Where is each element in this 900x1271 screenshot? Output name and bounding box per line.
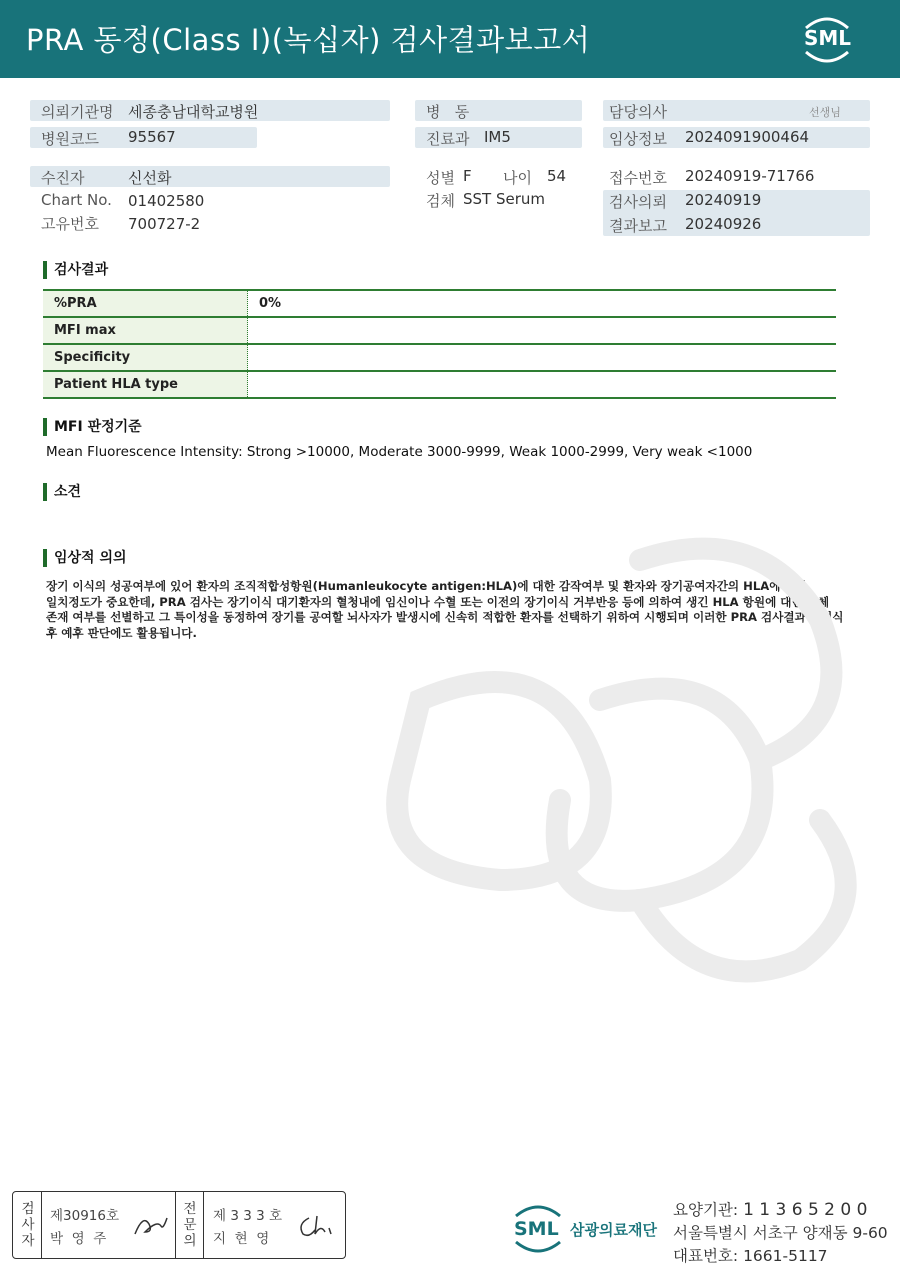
table-row xyxy=(43,372,836,399)
specimen-label: 검체 xyxy=(426,192,455,210)
divider xyxy=(41,1192,42,1258)
department-label: 진료과 xyxy=(426,130,470,148)
examiner-name: 박 영 주 xyxy=(50,1231,107,1247)
table-row xyxy=(43,345,836,372)
age-label: 나이 xyxy=(503,169,532,187)
mfi-section-title: MFI 판정기준 xyxy=(43,418,142,436)
signature-box xyxy=(12,1191,346,1259)
specialist-signature-icon xyxy=(295,1210,335,1240)
result-key: Specificity xyxy=(43,345,248,370)
footer-phone xyxy=(673,1244,828,1266)
result-key: MFI max xyxy=(43,318,248,343)
doctor-suffix: 선생님 xyxy=(809,106,841,119)
report-header xyxy=(0,0,900,78)
divider xyxy=(175,1192,176,1258)
table-row xyxy=(43,291,836,318)
mfi-criteria-text: Mean Fluorescence Intensity: Strong >10000, Moderate 3000-9999, Weak 1000-2999, Very weak <1000 xyxy=(46,444,753,460)
institution-label: 의뢰기관명 xyxy=(41,103,114,121)
clinical-line: 일치정도가 중요한데, PRA 검사는 장기이식 대기환자의 혈청내에 임신이나 수혈 또는 이전의 장기이식 거부반응 등에 의하여 생긴 HLA 항원에 대한 항체 xyxy=(46,594,830,609)
clinical-info-label: 임상정보 xyxy=(609,130,667,148)
clinical-line: 존재 여부를 선별하고 그 특이성을 동정하여 장기를 공여할 뇌사자가 발생시에 신속히 적합한 환자를 선택하기 위하여 시행되며 이러한 PRA 검사결과는 이식 xyxy=(46,610,844,624)
institution-value: 세종충남대학교병원 xyxy=(128,103,259,121)
chart-no-label: Chart No. xyxy=(41,191,112,209)
footer-code xyxy=(673,1198,867,1220)
divider xyxy=(203,1192,204,1258)
age-value: 54 xyxy=(547,167,567,185)
specialist-name: 지 현 영 xyxy=(213,1231,270,1247)
hospital-code-label: 병원코드 xyxy=(41,130,99,148)
result-value: 0% xyxy=(259,296,282,311)
result-key: Patient HLA type xyxy=(43,372,248,397)
footer-phone-value: 1661-5117 xyxy=(743,1247,828,1265)
examiner-signature-icon xyxy=(131,1210,171,1240)
chart-no-value: 01402580 xyxy=(128,192,205,210)
specimen-value: SST Serum xyxy=(463,190,546,208)
footer-logo xyxy=(510,1200,657,1260)
result-value xyxy=(248,345,836,370)
specialist-label: 전 문 의 xyxy=(183,1201,197,1249)
result-key: %PRA xyxy=(43,291,248,316)
sml-footer-logo-text: SML xyxy=(514,1218,559,1240)
sml-logo xyxy=(800,14,854,64)
report-date-value: 20240926 xyxy=(685,215,762,233)
patient-label: 수진자 xyxy=(41,169,85,187)
footer-code-label: 요양기관: xyxy=(673,1201,739,1219)
footer-code-value: 1 1 3 6 5 2 0 0 xyxy=(743,1200,868,1220)
patient-name: 신선화 xyxy=(128,169,172,187)
doctor-label: 담당의사 xyxy=(609,103,667,121)
result-value xyxy=(248,372,836,397)
footer-address: 서울특별시 서초구 양재동 9-60 xyxy=(673,1224,888,1242)
examiner-label: 검 사 자 xyxy=(21,1201,35,1249)
request-date-value: 20240919 xyxy=(685,191,762,209)
report-title: PRA 동정(Class I)(녹십자) 검사결과보고서 xyxy=(26,23,591,57)
receipt-label: 접수번호 xyxy=(609,169,667,187)
clinical-info-value: 2024091900464 xyxy=(685,128,810,146)
hospital-code-value: 95567 xyxy=(128,128,176,146)
sex-label: 성별 xyxy=(426,169,455,187)
unique-no-value: 700727-2 xyxy=(128,215,201,233)
unique-no-label: 고유번호 xyxy=(41,215,99,233)
footer-org-name: 삼광의료재단 xyxy=(570,1221,657,1239)
results-section-title: 검사결과 xyxy=(43,261,108,279)
receipt-value: 20240919-71766 xyxy=(685,167,815,185)
clinical-line: 장기 이식의 성공여부에 있어 환자의 조직적합성항원(Humanleukocyte antigen:HLA)에 대한 감작여부 및 환자와 장기공여자간의 HLA에 대한 xyxy=(46,579,807,593)
specialist-license: 제 3 3 3 호 xyxy=(213,1208,283,1224)
opinion-section-title: 소견 xyxy=(43,483,81,501)
clinical-line: 후 예후 판단에도 활용됩니다. xyxy=(46,625,197,640)
clinical-text xyxy=(46,579,846,641)
examiner-license: 제30916호 xyxy=(50,1208,120,1224)
department-value: IM5 xyxy=(484,128,511,146)
footer-phone-label: 대표번호: xyxy=(673,1247,739,1265)
report-date-label: 결과보고 xyxy=(609,217,667,235)
result-value xyxy=(248,318,836,343)
sml-footer-logo-icon xyxy=(510,1200,566,1256)
ward-label: 병 동 xyxy=(426,103,470,121)
clinical-section-title: 임상적 의의 xyxy=(43,549,127,567)
results-table xyxy=(43,289,836,399)
sex-value: F xyxy=(463,167,472,185)
request-date-label: 검사의뢰 xyxy=(609,193,667,211)
table-row xyxy=(43,318,836,345)
sml-logo-text: SML xyxy=(804,26,852,50)
